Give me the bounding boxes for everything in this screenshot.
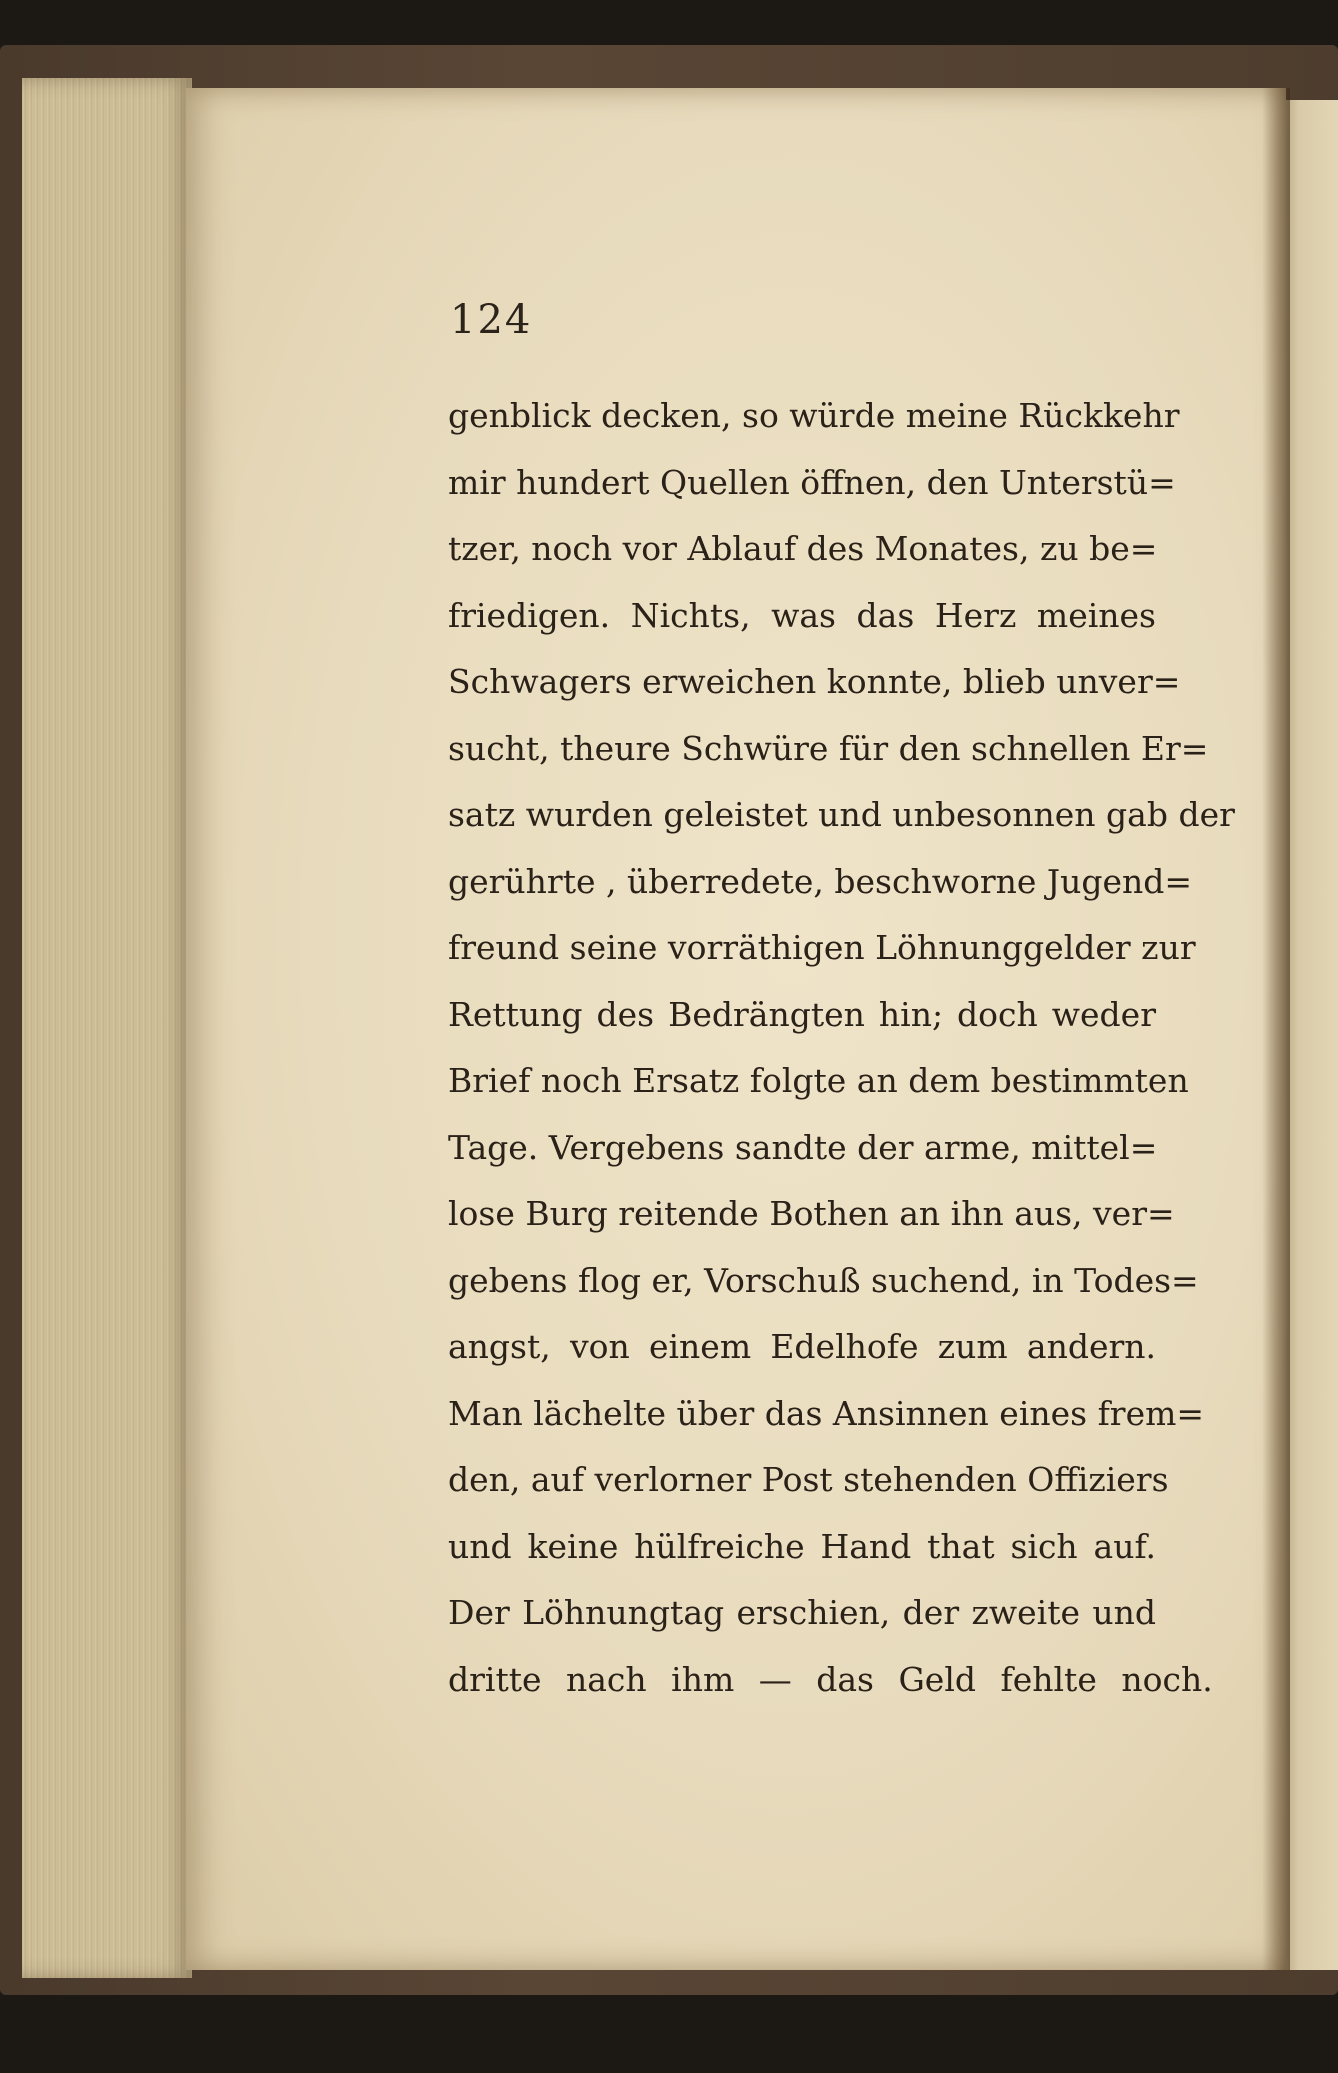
text-line: Tage. Vergebens sandte der arme, mittel= <box>448 1127 1158 1167</box>
text-line: dritte nach ihm — das Geld fehlte noch. <box>448 1659 1213 1699</box>
text-line: freund seine vorräthigen Löhnunggelder zur <box>448 928 1196 967</box>
page-text <box>448 383 1235 1713</box>
text-line: Rettung des Bedrängten hin; doch weder <box>448 994 1156 1034</box>
text-line: sucht, theure Schwüre für den schnellen Er= <box>448 728 1209 768</box>
text-line: genblick decken, so würde meine Rückkehr <box>448 396 1180 435</box>
text-line: angst, von einem Edelhofe zum andern. <box>448 1327 1156 1366</box>
text-line: tzer, noch vor Ablauf des Monates, zu be= <box>448 529 1158 568</box>
text-line: mir hundert Quellen öffnen, den Unterstü= <box>448 462 1176 502</box>
text-line: gerührte , überredete, beschworne Jugend= <box>448 861 1193 901</box>
text-line: Brief noch Ersatz folgte an dem bestimmten <box>448 1061 1189 1100</box>
page-edges <box>22 78 192 1978</box>
page-gutter <box>1262 88 1290 1970</box>
text-line: friedigen. Nichts, was das Herz meines <box>448 595 1156 635</box>
text-line: den, auf verlorner Post stehenden Offiziers <box>448 1460 1169 1499</box>
text-line: und keine hülfreiche Hand that sich auf. <box>448 1526 1156 1566</box>
text-line: Schwagers erweichen konnte, blieb unver= <box>448 662 1181 701</box>
facing-page-strip <box>1282 100 1338 1970</box>
text-line: Der Löhnungtag erschien, der zweite und <box>448 1593 1156 1632</box>
page-number: 124 <box>450 297 533 343</box>
text-line: Man lächelte über das Ansinnen eines frem= <box>448 1393 1205 1433</box>
text-line: lose Burg reitende Bothen an ihn aus, ver= <box>448 1194 1175 1233</box>
text-line: gebens flog er, Vorschuß suchend, in Todes= <box>448 1260 1199 1300</box>
text-line: satz wurden geleistet und unbesonnen gab der <box>448 795 1235 834</box>
